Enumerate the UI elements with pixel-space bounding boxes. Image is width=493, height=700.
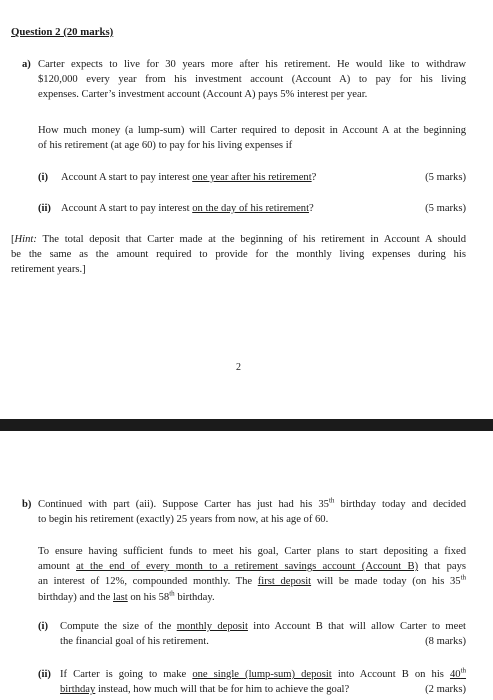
part-b-item-ii-label: (ii) bbox=[38, 669, 51, 680]
part-b-item-ii bbox=[38, 667, 466, 699]
part-b-p2-line-2-a: amount bbox=[38, 561, 77, 573]
part-a-item-i-post: ? bbox=[311, 172, 317, 183]
part-a-item-ii-post: ? bbox=[309, 203, 314, 214]
part-a-item-ii-pre: Account A start to pay interest bbox=[61, 203, 193, 214]
part-b-p2-line-4-b: on his 58 bbox=[127, 591, 170, 603]
part-b-item-i-text bbox=[60, 619, 466, 649]
part-b-p2-line-4-a: birthday) and the bbox=[38, 591, 114, 603]
part-a-item-i-marks: (5 marks) bbox=[425, 172, 466, 183]
part-a-item-i-underlined: one year after his retirement bbox=[192, 172, 312, 183]
part-b-intro-line-1 bbox=[38, 497, 466, 512]
part-a-item-i-label: (i) bbox=[38, 172, 48, 183]
part-a-intro bbox=[38, 57, 466, 103]
part-b-p2-line-3-a: an interest of 12%, compounded monthly. The bbox=[38, 576, 258, 588]
part-b-p2-line-4-sup: th bbox=[169, 589, 175, 598]
part-b-item-ii-age-sup: th bbox=[460, 666, 467, 675]
part-b-item-ii-text bbox=[60, 667, 466, 697]
page-divider bbox=[0, 419, 493, 431]
part-b-paragraph-2 bbox=[38, 544, 466, 605]
part-b-p2-line-4 bbox=[38, 590, 466, 605]
part-b-p2-line-3-sup: th bbox=[460, 573, 467, 582]
hint-block bbox=[11, 232, 466, 278]
part-b-item-ii-line-1-b: into Account B on his bbox=[331, 669, 450, 680]
hint-line-1: [Hint: The total deposit that Carter made at the beginning of his retirement in Account A should bbox=[11, 234, 466, 245]
part-b-item-i-label: (i) bbox=[38, 621, 48, 632]
part-b-intro-line-2: to begin his retirement (exactly) 25 years from now, at his age of 60. bbox=[38, 514, 329, 526]
part-b-p2-line-2-underlined: at the end of every month to a retirement savings account (Account B) bbox=[76, 561, 419, 573]
part-b-p2-line-2 bbox=[38, 559, 466, 574]
hint-line-2: be the same as the amount required to provide for the monthly living expenses during his bbox=[11, 249, 466, 261]
part-b-item-i-line-1 bbox=[60, 619, 466, 634]
part-b-p2-line-4-underlined: last bbox=[113, 591, 128, 603]
hint-label: Hint: bbox=[14, 234, 37, 245]
part-a-line-3: expenses. Carter’s investment account (Account A) pays 5% interest per year. bbox=[38, 89, 368, 101]
part-b-item-ii-birthday: birthday bbox=[60, 684, 96, 696]
part-b-intro-line-1-a: Continued with part (aii). Suppose Carter has just had his 35 bbox=[38, 499, 329, 510]
part-a-question-line-1: How much money (a lump-sum) will Carter required to deposit in Account A at the beginning bbox=[38, 125, 466, 136]
part-b-item-i bbox=[38, 619, 466, 651]
part-b-intro bbox=[38, 497, 466, 527]
part-b-item-ii-age bbox=[449, 666, 467, 680]
page-number: 2 bbox=[236, 362, 241, 373]
part-a-item-ii-text bbox=[61, 201, 314, 216]
part-a-line-2: $120,000 every year from his investment account (Account A) to pay for his living bbox=[38, 74, 466, 86]
part-b-item-ii-marks: (2 marks) bbox=[425, 684, 466, 695]
part-a-item-ii-underlined: on the day of his retirement bbox=[192, 203, 310, 214]
part-a-item-i-pre: Account A start to pay interest bbox=[61, 172, 193, 183]
part-b-item-i-underlined: monthly deposit bbox=[176, 621, 248, 632]
part-b-p2-line-4-c: birthday. bbox=[174, 591, 215, 603]
part-b-item-ii-line-2 bbox=[60, 682, 466, 697]
part-b-p2-line-1: To ensure having sufficient funds to meet his goal, Carter plans to start depositing a fixed bbox=[38, 546, 466, 557]
part-a-item-i-text bbox=[61, 170, 316, 185]
part-b-item-ii-line-2-b: instead, how much will that be for him to achieve the goal? bbox=[95, 684, 350, 696]
part-b-item-ii-age-number: 40 bbox=[449, 669, 461, 680]
part-b-item-i-line-1-a: Compute the size of the bbox=[60, 621, 177, 632]
part-b-item-ii-underlined: one single (lump-sum) deposit bbox=[192, 669, 332, 680]
part-b-item-i-marks: (8 marks) bbox=[425, 636, 466, 647]
part-b-item-ii-line-1 bbox=[60, 667, 466, 682]
question-title: Question 2 (20 marks) bbox=[11, 26, 114, 38]
part-a-item-ii-label: (ii) bbox=[38, 203, 51, 214]
part-b-intro-line-1-sup: th bbox=[328, 496, 335, 505]
part-a-label: a) bbox=[22, 59, 31, 70]
part-b-p2-line-3-underlined: first deposit bbox=[257, 576, 312, 588]
part-a-question bbox=[38, 123, 466, 153]
part-a-item-ii-marks: (5 marks) bbox=[425, 203, 466, 214]
hint-line-3: retirement years.] bbox=[11, 264, 86, 276]
part-b-p2-line-2-b: that pays bbox=[418, 561, 466, 573]
part-a-question-line-2: of his retirement (at age 60) to pay for his living expenses if bbox=[38, 140, 293, 152]
part-b-item-ii-line-1-a: If Carter is going to make bbox=[60, 669, 193, 680]
part-b-label: b) bbox=[22, 499, 32, 510]
part-b-p2-line-3 bbox=[38, 574, 466, 589]
part-b-p2-line-3-b: will be made today (on his 35 bbox=[311, 576, 461, 588]
part-b-intro-line-1-b: birthday today and decided bbox=[334, 499, 466, 510]
part-a-line-1: Carter expects to live for 30 years more after his retirement. He would like to withdraw bbox=[38, 59, 466, 70]
hint-line-1-rest: The total deposit that Carter made at the beginning of his retirement in Account A should bbox=[36, 234, 466, 245]
part-b-item-i-line-2: the financial goal of his retirement. bbox=[60, 636, 209, 648]
part-b-item-i-line-1-b: into Account B that will allow Carter to meet bbox=[247, 621, 466, 632]
